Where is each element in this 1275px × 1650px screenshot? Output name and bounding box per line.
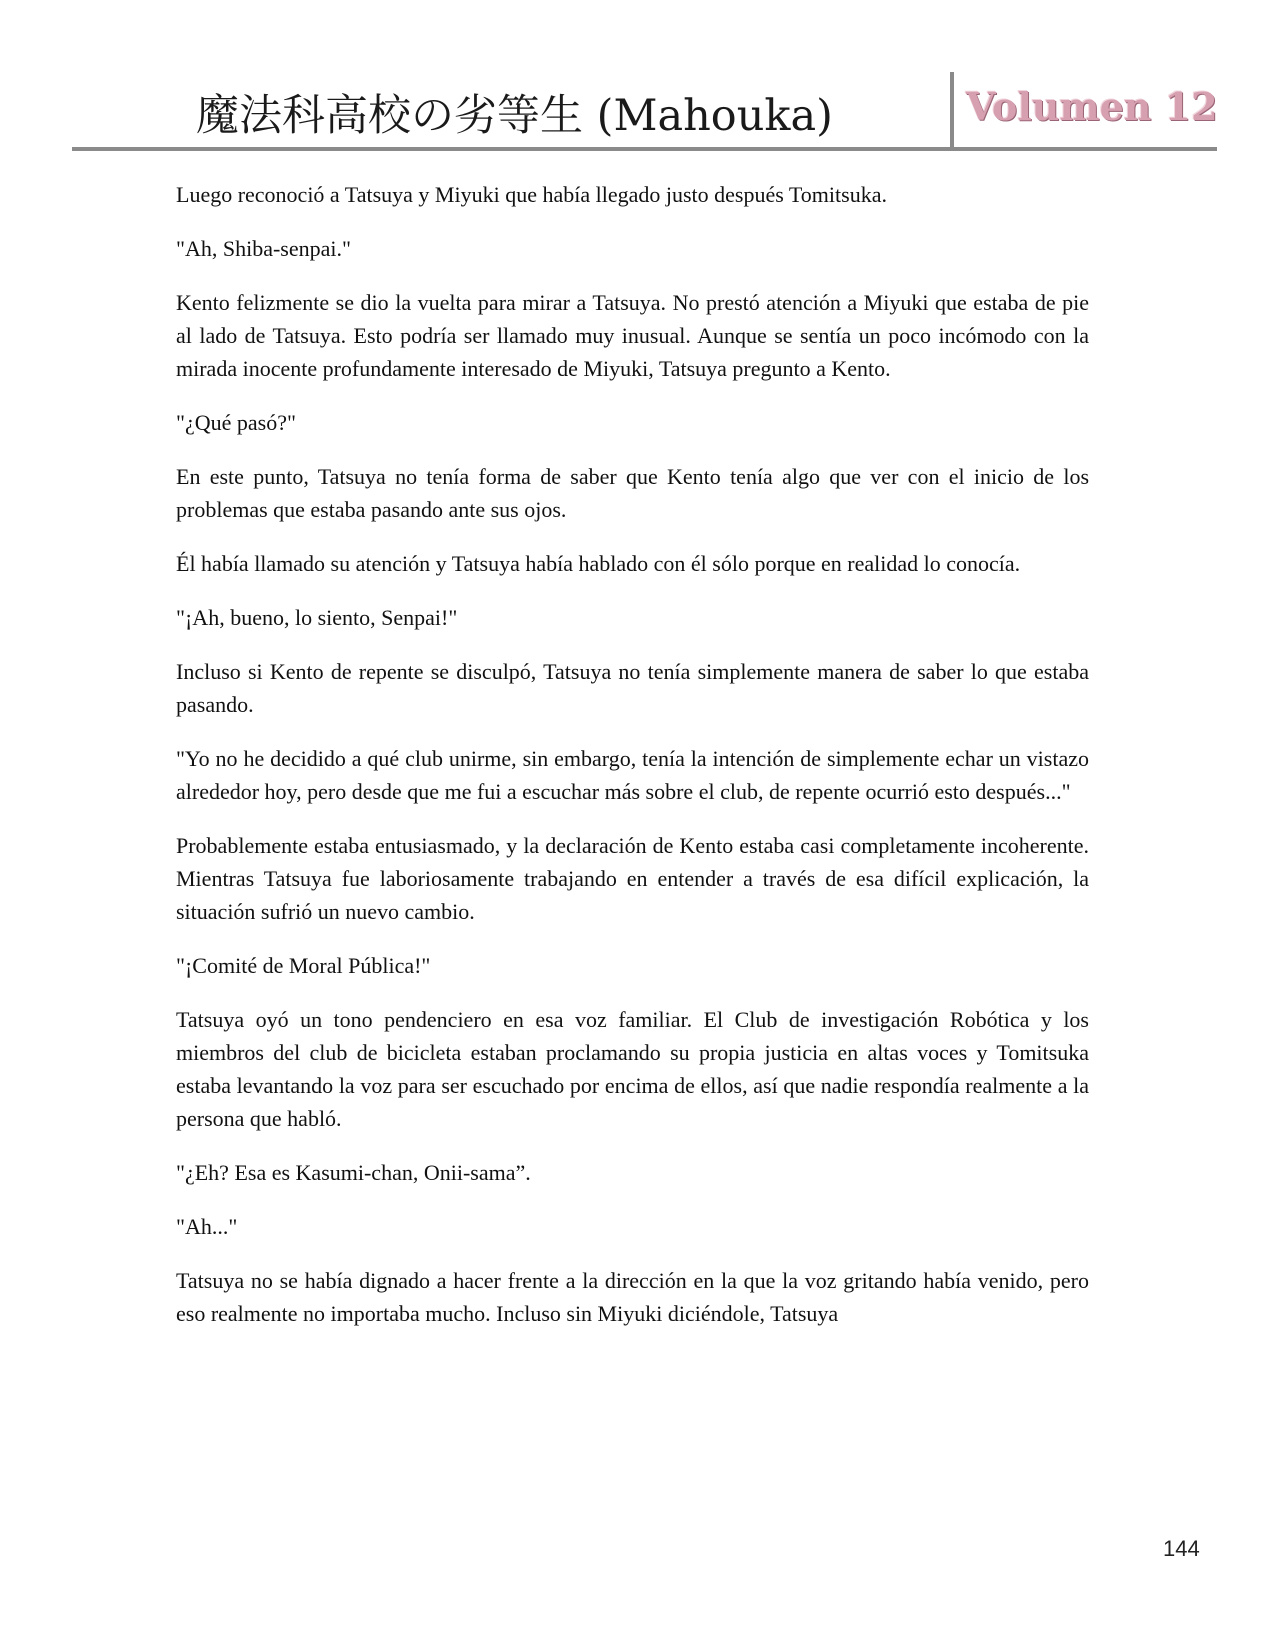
header-rule — [72, 147, 1217, 151]
paragraph: Tatsuya no se había dignado a hacer frente a la dirección en la que la voz gritando había venido, pero eso realmente no importaba mucho. Incluso sin Miyuki diciéndole, Tatsuya — [176, 1268, 1089, 1326]
paragraph: "Yo no he decidido a qué club unirme, sin embargo, tenía la intención de simplemente echar un vistazo alrededor hoy, pero desde que me fui a escuchar más sobre el club, de repente ocurrió esto después..." — [176, 746, 1089, 804]
page-number: 144 — [1163, 1536, 1200, 1561]
paragraph: "¿Eh? Esa es Kasumi-chan, Onii-sama”. — [176, 1160, 531, 1185]
paragraph: "¿Qué pasó?" — [176, 410, 296, 435]
paragraph: Tatsuya oyó un tono pendenciero en esa voz familiar. El Club de investigación Robótica y los miembros del club de bicicleta estaban proclamando su propia justicia en altas voces y Tomitsuka estaba levantando la voz para ser escuchado por encima de ellos, así que nadie respondía realmente a la persona que habló. — [176, 1007, 1089, 1131]
paragraph: En este punto, Tatsuya no tenía forma de saber que Kento tenía algo que ver con el inicio de los problemas que estaba pasando ante sus ojos. — [176, 464, 1089, 522]
paragraph: Probablemente estaba entusiasmado, y la declaración de Kento estaba casi completamente incoherente. Mientras Tatsuya fue laboriosamente trabajando en entender a través de esa difícil explicación, la situación sufrió un nuevo cambio. — [176, 833, 1089, 924]
paragraph: Incluso si Kento de repente se disculpó, Tatsuya no tenía simplemente manera de saber lo que estaba pasando. — [176, 659, 1089, 717]
body-text — [176, 178, 1089, 1351]
paragraph: "¡Comité de Moral Pública!" — [176, 953, 431, 978]
paragraph: "¡Ah, bueno, lo siento, Senpai!" — [176, 605, 458, 630]
paragraph: Kento felizmente se dio la vuelta para mirar a Tatsuya. No prestó atención a Miyuki que estaba de pie al lado de Tatsuya. Esto podría ser llamado muy inusual. Aunque se sentía un poco incómodo con la mirada inocente profundamente interesado de Miyuki, Tatsuya pregunto a Kento. — [176, 290, 1089, 381]
paragraph: "Ah, Shiba-senpai." — [176, 236, 351, 261]
paragraph: "Ah..." — [176, 1214, 238, 1239]
header-title: 魔法科高校の劣等生 (Mahouka) — [196, 91, 833, 141]
page-header — [0, 0, 1275, 155]
paragraph: Él había llamado su atención y Tatsuya había hablado con él sólo porque en realidad lo conocía. — [176, 551, 1021, 576]
paragraph: Luego reconoció a Tatsuya y Miyuki que había llegado justo después Tomitsuka. — [176, 182, 887, 207]
header-volume-label: Volumen 12 — [966, 84, 1218, 129]
header-vertical-divider — [950, 72, 954, 148]
